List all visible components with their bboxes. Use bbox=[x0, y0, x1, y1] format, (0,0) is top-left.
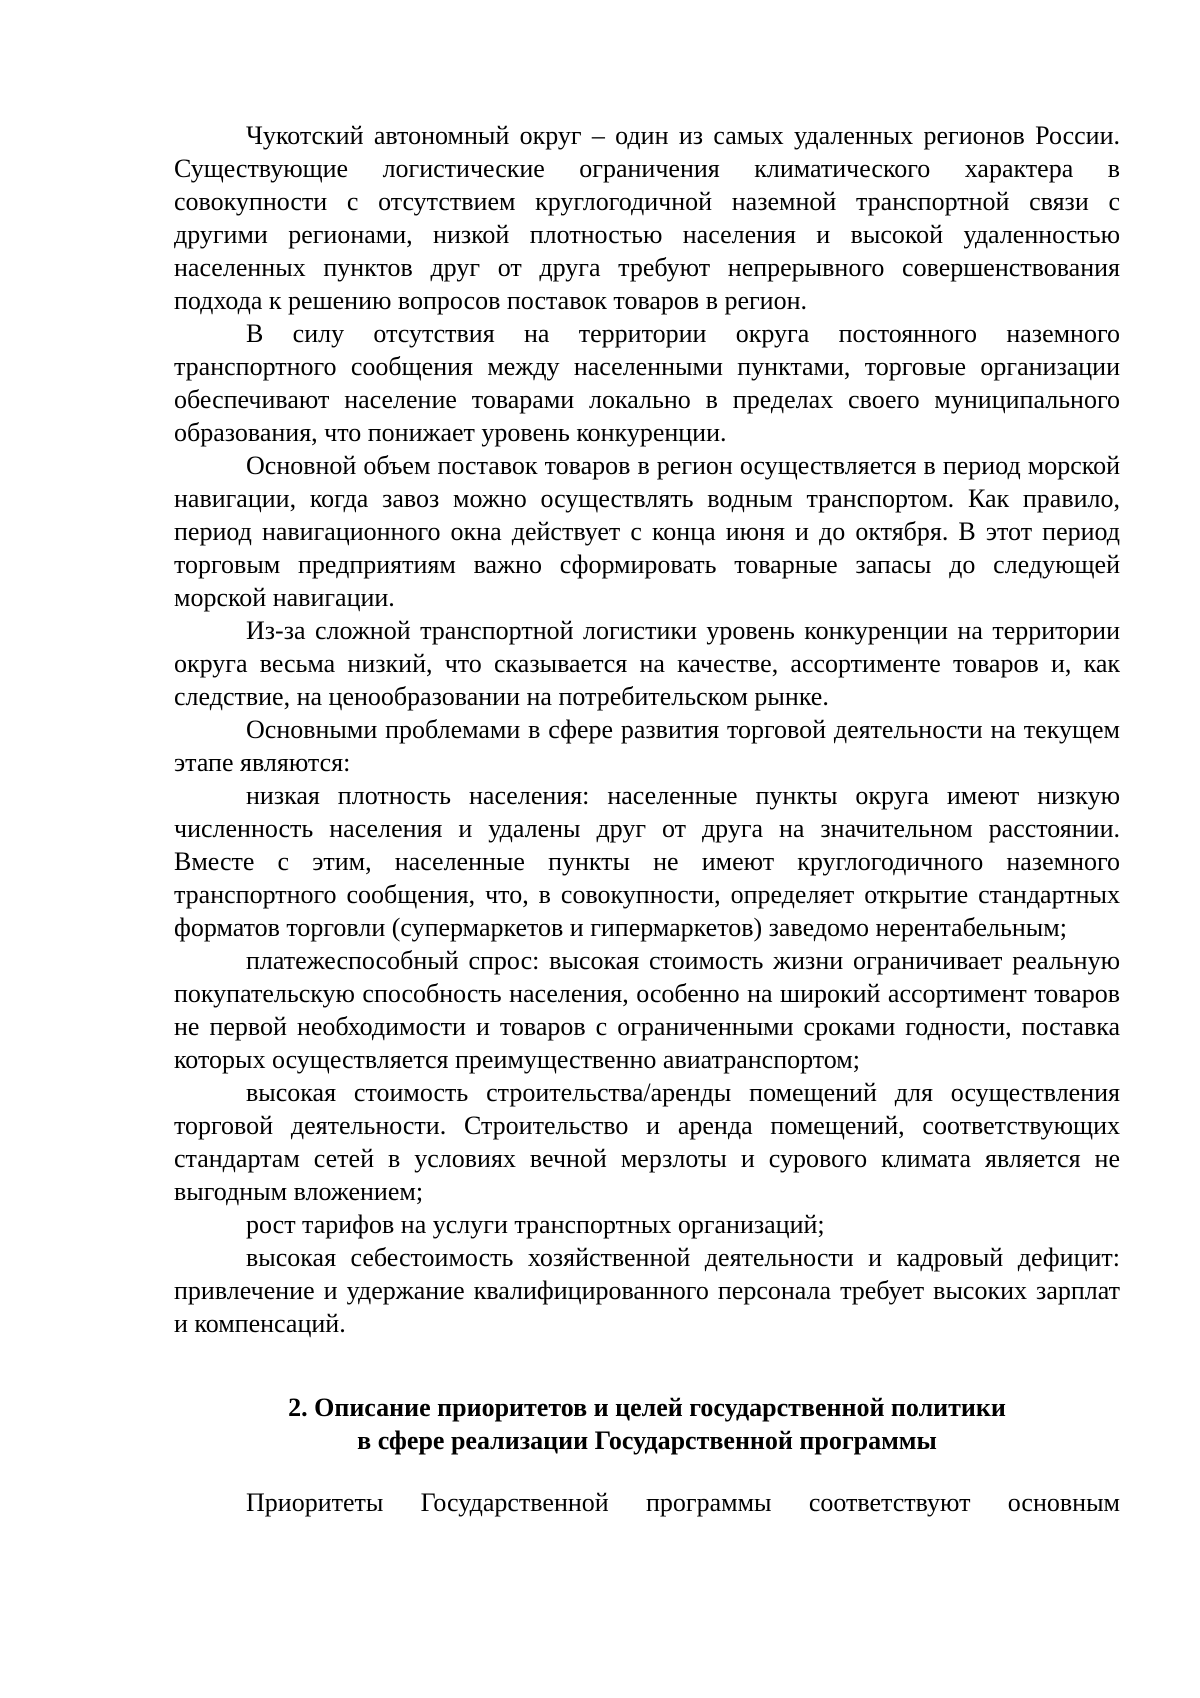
section-heading-line-2: в сфере реализации Государственной программы bbox=[357, 1426, 937, 1455]
paragraph-competition: Из-за сложной транспортной логистики уровень конкуренции на территории округа весьма низкий, что сказывается на качестве, ассортименте товаров и, как следствие, на ценообразовании на потребительском рынке. bbox=[174, 616, 1120, 711]
paragraph-region-overview: Чукотский автономный округ – один из самых удаленных регионов России. Существующие логистические ограничения климатического характера в совокупности с отсутствием круглогодичной наземной транспортной связи с другими регионами, низкой плотностью населения и высокой удаленностью населенных пунктов друг от друга требуют непрерывного совершенствования подхода к решению вопросов поставок товаров в регион. bbox=[174, 121, 1120, 315]
paragraph-transport-connection: В силу отсутствия на территории округа постоянного наземного транспортного сообщения между населенными пунктами, торговые организации обеспечивают население товарами локально в пределах своего муниципального образования, что понижает уровень конкуренции. bbox=[174, 319, 1120, 447]
list-item-staff-deficit: высокая себестоимость хозяйственной деятельности и кадровый дефицит: привлечение и удержание квалифицированного персонала требует высоких зарплат и компенсаций. bbox=[174, 1243, 1120, 1338]
list-item-construction-cost: высокая стоимость строительства/аренды помещений для осуществления торговой деятельности. Строительство и аренда помещений, соответствующих стандартам сетей в условиях вечной мерзлоты и сурового климата является не выгодным вложением; bbox=[174, 1078, 1120, 1206]
paragraph-priorities: Приоритеты Государственной программы соответствуют основным bbox=[246, 1488, 1120, 1517]
section-heading-line-1: 2. Описание приоритетов и целей государственной политики bbox=[288, 1393, 1006, 1422]
list-item-transport-tariffs: рост тарифов на услуги транспортных организаций; bbox=[246, 1210, 825, 1239]
list-item-purchasing-power: платежеспособный спрос: высокая стоимость жизни ограничивает реальную покупательскую способность населения, особенно на широкий ассортимент товаров не первой необходимости и товаров с ограниченными сроками годности, поставка которых осуществляется преимущественно авиатранспортом; bbox=[174, 946, 1120, 1074]
list-item-population-density: низкая плотность населения: населенные пункты округа имеют низкую численность населения и удалены друг от друга на значительном расстоянии. Вместе с этим, населенные пункты не имеют круглогодичного наземного транспортного сообщения, что, в совокупности, определяет открытие стандартных форматов торговли (супермаркетов и гипермаркетов) заведомо нерентабельным; bbox=[174, 781, 1120, 942]
section-heading bbox=[174, 1391, 1120, 1457]
document-page bbox=[174, 119, 1120, 1519]
paragraph-sea-navigation: Основной объем поставок товаров в регион осуществляется в период морской навигации, когда завоз можно осуществлять водным транспортом. Как правило, период навигационного окна действует с конца июня и до октября. В этот период торговым предприятиям важно сформировать товарные запасы до следующей морской навигации. bbox=[174, 451, 1120, 612]
paragraph-problems-intro: Основными проблемами в сфере развития торговой деятельности на текущем этапе являются: bbox=[174, 715, 1120, 777]
